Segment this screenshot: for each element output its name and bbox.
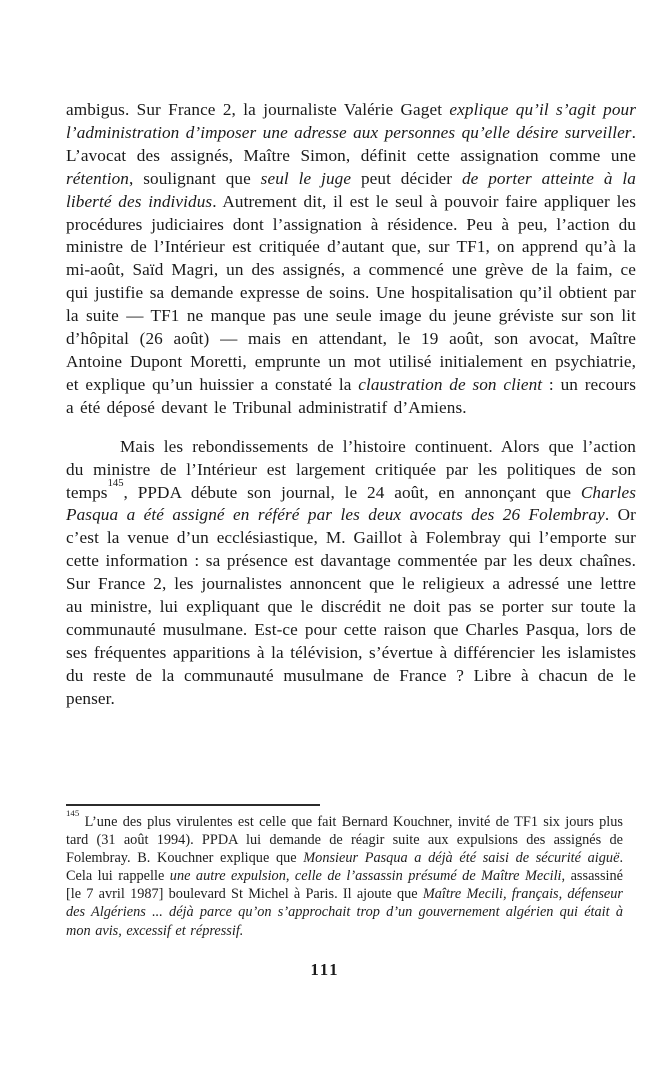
italic-text-segment: de porter atteinte à la liberté des individus (66, 168, 637, 211)
text-segment: , assassiné [le 7 avril 1987] boulevard St Michel à Paris. Il ajoute que (66, 868, 624, 903)
text-segment: ambigus. Sur France 2, la journaliste Valérie Gaget (66, 100, 450, 119)
body-paragraph-2 (66, 436, 636, 711)
italic-text-segment: Charles Pasqua a été assigné en référé par les deux avocats des 26 Folembray (66, 482, 636, 525)
text-segment: peut décider (351, 168, 462, 188)
footnote-separator (66, 804, 320, 806)
text-segment: . Or c’est la venue d’un ecclésiastique, M. Gaillot à Folembray qui l’emporte sur cette information : sa présence est davantage commentée par les deux chaînes. Sur France 2, les journalistes annoncent que le religieux a adressé une lettre au ministre, lui expliquant que le discrédit ne doit pas se porter sur toute la communauté musulmane. Est-ce pour cette raison que Charles Pasqua, lors de ses fréquentes apparitions à la télévision, s’évertue à différencier les islamistes du reste de la communauté musulmane de France ? Libre à chacun de le penser. (66, 505, 636, 708)
page-number: 111 (310, 960, 340, 979)
italic-text-segment: une autre expulsion, celle de l’assassin présumé de Maître Mecili (169, 868, 562, 885)
footnote-reference: 145 (107, 477, 124, 489)
footnote-reference: 145 (66, 808, 80, 819)
text-segment: . Cela lui rappelle (66, 850, 624, 885)
text-segment: : un recours a été déposé devant le Tribunal administratif d’Amiens. (66, 374, 636, 417)
text-segment: Mais les rebondissements de l’histoire continuent. Alors que l’action du ministre de l’Intérieur est largement critiquée par les politiques de son temps (66, 436, 636, 502)
italic-text-segment: rétention (66, 168, 129, 188)
text-segment: . L’avocat des assignés, Maître Simon, définit cette assignation comme une (66, 122, 636, 165)
text-segment: , PPDA débute son journal, le 24 août, en annonçant que (123, 482, 581, 502)
text-segment: . Autrement dit, il est le seul à pouvoir faire appliquer les procédures judiciaires dont l’assignation à résidence. Peu à peu, l’action du ministre de l’Intérieur est critiquée d’autant que, sur TF1, on apprend qu’à la mi-août, Saïd Magri, un des assignés, a commencé une grève de la faim, ce qui justifie sa demande expresse de soins. Une hospitalisation qu’il obtient par la suite — TF1 ne manque pas une seule image du jeune gréviste sur son lit d’hôpital (26 août) — mais en attendant, le 19 août, son avocat, Maître Antoine Dupont Moretti, emprunte un mot utilisé initialement en psychiatrie, et explique qu’un huissier a constaté la (66, 191, 636, 394)
footnote-145 (66, 808, 624, 940)
italic-text-segment: Maître Mecili, français, défenseur des Algériens ... déjà parce qu’on s’approchait trop d’un gouvernement algérien qui était à mon avis, excessif et répressif. (66, 886, 623, 939)
italic-text-segment: Monsieur Pasqua a déjà été saisi de sécurité aiguë (303, 850, 620, 867)
italic-text-segment: seul le juge (260, 168, 352, 188)
italic-text-segment: claustration de son client (358, 374, 543, 394)
body-paragraph-1 (66, 99, 636, 420)
page-body (66, 99, 636, 711)
italic-text-segment: explique qu’il s’agit pour l’administration d’imposer une adresse aux personnes qu’elle désire surveiller (66, 100, 636, 142)
text-segment: , soulignant que (128, 168, 261, 188)
text-segment: L’une des plus virulentes est celle que fait Bernard Kouchner, invité de TF1 six jours plus tard (31 août 1994). PPDA lui demande de réagir suite aux expulsions des assignés de Folembray. B. Kouchner explique que (66, 814, 623, 867)
